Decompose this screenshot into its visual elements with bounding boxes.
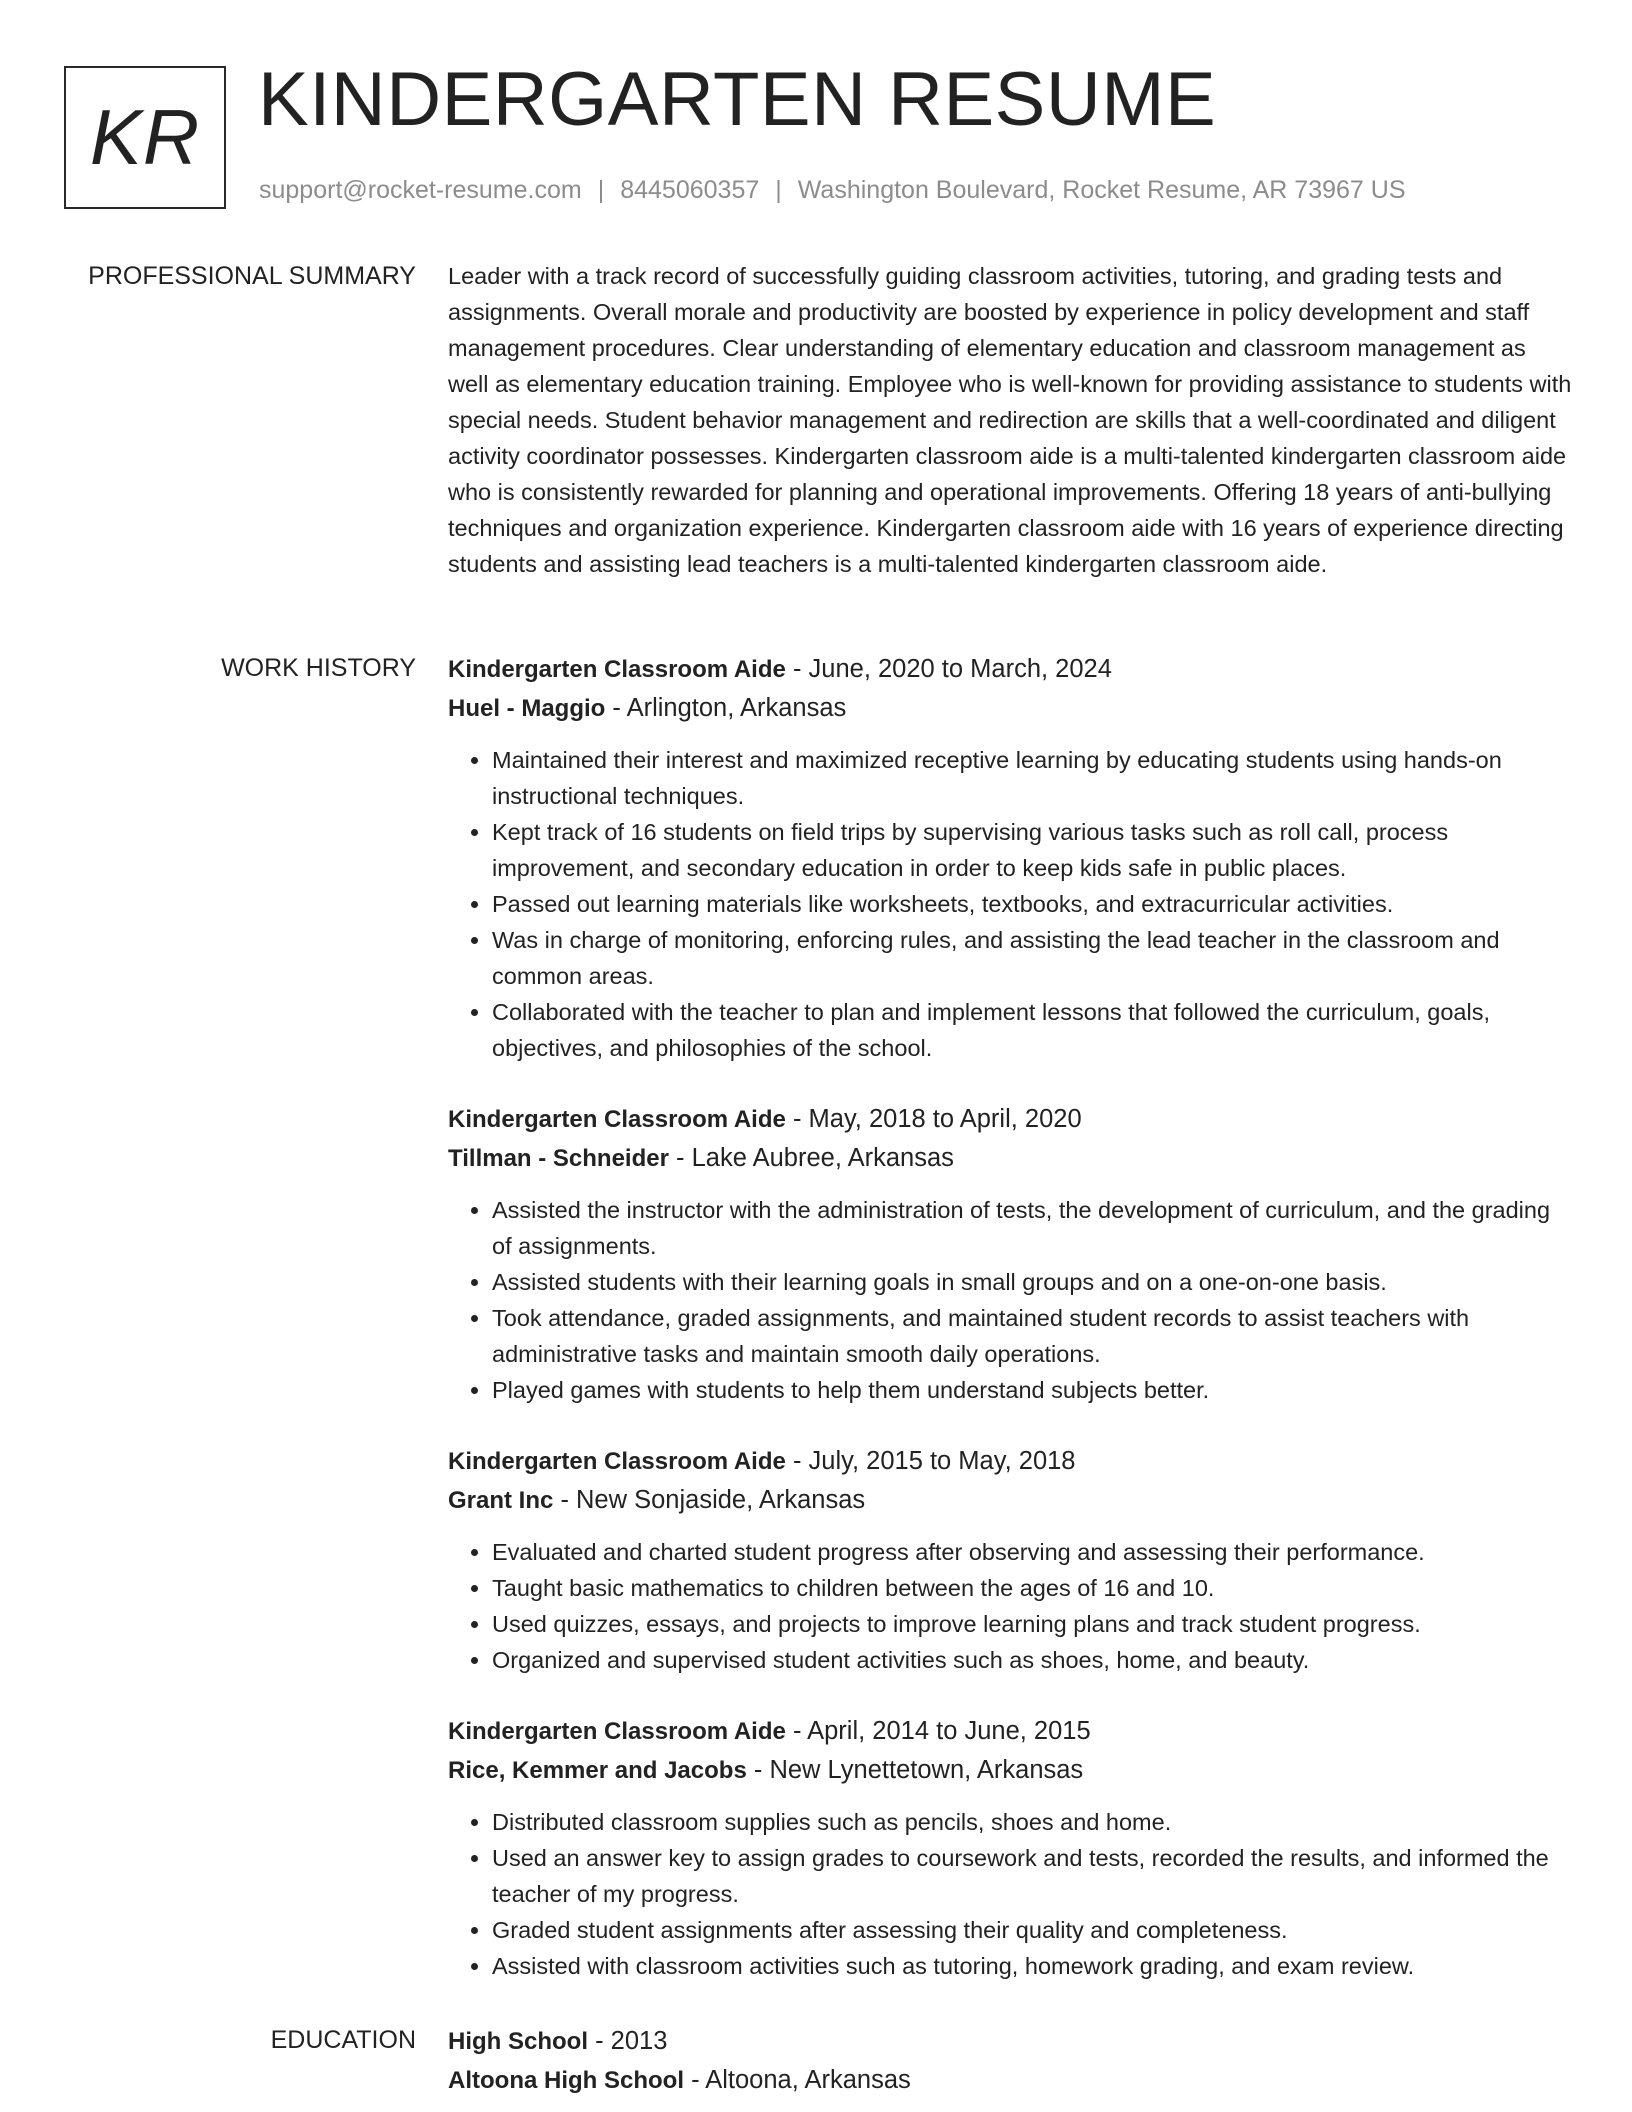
job-bullet: • Collaborated with the teacher to plan and implement lessons that followed the curriculum, goals, objectives, and philosophies of the school. [492, 994, 1572, 1066]
job-title-line [448, 650, 1572, 689]
job-title-line [448, 1100, 1572, 1139]
job-bullet: • Taught basic mathematics to children between the ages of 16 and 10. [492, 1570, 1572, 1606]
job-location: - Arlington, Arkansas [605, 694, 847, 722]
education-school-line [448, 2061, 1572, 2100]
job-dates: - April, 2014 to June, 2015 [785, 1717, 1091, 1745]
job-bullets [448, 1192, 1572, 1408]
job-bullet: • Evaluated and charted student progress after observing and assessing their performance. [492, 1534, 1572, 1570]
job-entry [448, 1100, 1572, 1408]
contact-phone: 8445060357 [620, 176, 760, 204]
job-location: - New Lynettetown, Arkansas [746, 1756, 1084, 1784]
job-entry [448, 1712, 1572, 1984]
job-bullet: • Was in charge of monitoring, enforcing rules, and assisting the lead teacher in the classroom and common areas. [492, 922, 1572, 994]
job-title: Kindergarten Classroom Aide [448, 656, 786, 683]
job-company-line [448, 1751, 1572, 1790]
education-location: - Altoona, Arkansas [683, 2066, 911, 2094]
job-bullet: • Maintained their interest and maximized receptive learning by educating students using hands-on instructional techniques. [492, 742, 1572, 814]
job-bullet: • Kept track of 16 students on field trips by supervising various tasks such as roll call, process improvement, and secondary education in order to keep kids safe in public places. [492, 814, 1572, 886]
job-bullet: • Played games with students to help them understand subjects better. [492, 1372, 1572, 1408]
initials: KR [89, 93, 201, 181]
job-bullet: • Organized and supervised student activities such as shoes, home, and beauty. [492, 1642, 1572, 1678]
job-title: Kindergarten Classroom Aide [448, 1448, 786, 1475]
job-title: Kindergarten Classroom Aide [448, 1718, 786, 1745]
job-title: Kindergarten Classroom Aide [448, 1106, 786, 1133]
job-title-line [448, 1712, 1572, 1751]
job-title-line [448, 1442, 1572, 1481]
job-entry [448, 1442, 1572, 1678]
job-dates: - June, 2020 to March, 2024 [785, 655, 1112, 683]
job-bullet: • Assisted with classroom activities such as tutoring, homework grading, and exam review. [492, 1948, 1572, 1984]
job-company: Huel - Maggio [448, 695, 606, 722]
job-bullet: • Distributed classroom supplies such as pencils, shoes and home. [492, 1804, 1572, 1840]
job-bullets [448, 742, 1572, 1066]
job-location: - Lake Aubree, Arkansas [668, 1144, 954, 1172]
education-year: - 2013 [588, 2027, 668, 2055]
monogram-logo [64, 66, 226, 209]
summary-label: PROFESSIONAL SUMMARY [88, 262, 416, 290]
contact-line [259, 176, 1406, 205]
education-degree: High School [448, 2028, 588, 2055]
job-company-line [448, 689, 1572, 728]
job-dates: - May, 2018 to April, 2020 [785, 1105, 1082, 1133]
education-school: Altoona High School [448, 2067, 684, 2094]
job-bullet: • Used an answer key to assign grades to coursework and tests, recorded the results, and informed the teacher of my progress. [492, 1840, 1572, 1912]
job-bullet: • Took attendance, graded assignments, and maintained student records to assist teachers with administrative tasks and maintain smooth daily operations. [492, 1300, 1572, 1372]
job-company-line [448, 1481, 1572, 1520]
job-bullet: • Used quizzes, essays, and projects to improve learning plans and track student progress. [492, 1606, 1572, 1642]
job-bullet: • Assisted the instructor with the administration of tests, the development of curriculum, and the grading of assignments. [492, 1192, 1572, 1264]
education-label: EDUCATION [270, 2026, 416, 2054]
contact-separator: | [775, 176, 782, 204]
contact-separator: | [597, 176, 605, 204]
work-history-label: WORK HISTORY [221, 654, 416, 682]
job-bullets [448, 1534, 1572, 1678]
job-company: Tillman - Schneider [448, 1145, 669, 1172]
job-company: Rice, Kemmer and Jacobs [448, 1757, 747, 1784]
job-company-line [448, 1139, 1572, 1178]
job-company: Grant Inc [448, 1487, 554, 1514]
summary-text: Leader with a track record of successfully guiding classroom activities, tutoring, and grading tests and assignments. Overall morale and productivity are boosted by experience in policy development and staff management procedures. Clear understanding of elementary education and classroom management as well as elementary education training. Employee who is well-known for providing assistance to students with special needs. Student behavior management and redirection are skills that a well-coordinated and diligent activity coordinator possesses. Kindergarten classroom aide is a multi-talented kindergarten classroom aide who is consistently rewarded for planning and operational improvements. Offering 18 years of anti-bullying techniques and organization experience. Kindergarten classroom aide with 16 years of experience directing students and assisting lead teachers is a multi-talented kindergarten classroom aide. [448, 263, 1572, 577]
contact-email: support@rocket-resume.com [259, 176, 582, 204]
education-degree-line [448, 2022, 1572, 2061]
resume-title: KINDERGARTEN RESUME [258, 57, 1217, 142]
job-entry [448, 650, 1572, 1066]
job-bullets [448, 1804, 1572, 1984]
contact-address: Washington Boulevard, Rocket Resume, AR 73967 US [797, 176, 1406, 204]
job-location: - New Sonjaside, Arkansas [553, 1486, 866, 1514]
job-bullet: • Assisted students with their learning goals in small groups and on a one-on-one basis. [492, 1264, 1572, 1300]
job-bullet: • Graded student assignments after assessing their quality and completeness. [492, 1912, 1572, 1948]
job-dates: - July, 2015 to May, 2018 [785, 1447, 1076, 1475]
job-bullet: • Passed out learning materials like worksheets, textbooks, and extracurricular activities. [492, 886, 1572, 922]
